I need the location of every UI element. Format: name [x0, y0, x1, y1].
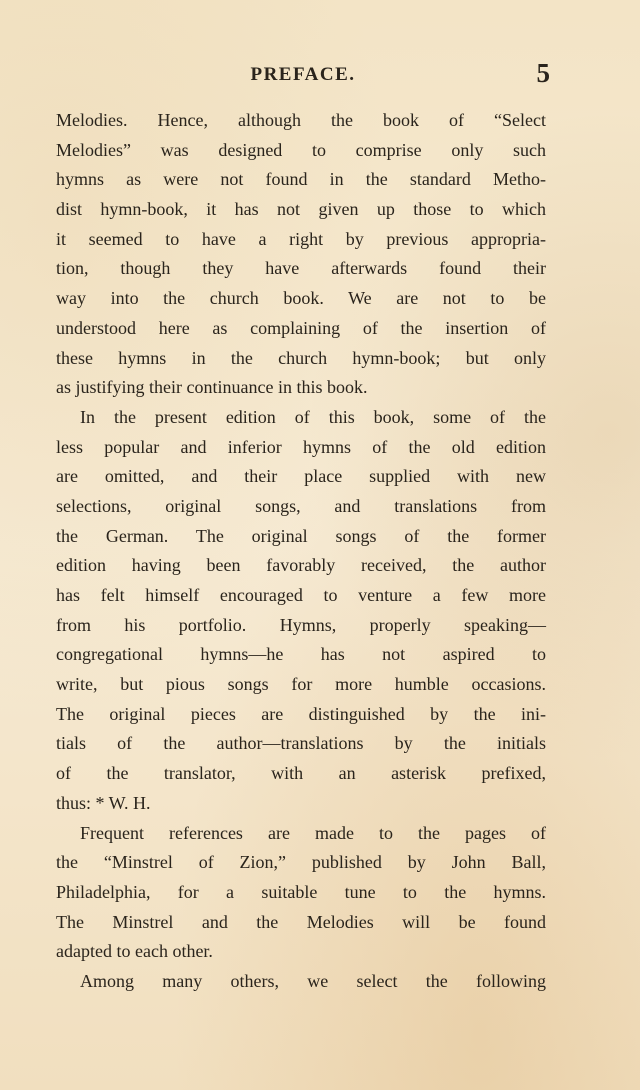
running-title: PREFACE.: [250, 64, 356, 85]
text-line: Melodies. Hence, although the book of “Select: [56, 110, 546, 130]
text-line: as justifying their continuance in this book.: [56, 377, 368, 398]
text-line: from his portfolio. Hymns, properly speaking—: [56, 614, 546, 635]
paragraph-4: [56, 967, 546, 997]
text-line: has felt himself encouraged to venture a few more: [56, 585, 546, 605]
paragraph-3: [56, 819, 546, 967]
text-line: these hymns in the church hymn-book; but only: [56, 347, 546, 368]
text-line: less popular and inferior hymns of the old edition: [56, 436, 546, 457]
paragraph-2: [56, 403, 546, 819]
text-line: the “Minstrel of Zion,” published by John Ball,: [56, 852, 546, 873]
text-line: tials of the author—translations by the initials: [56, 733, 546, 754]
text-line: Frequent references are made to the pages of: [80, 822, 546, 843]
text-line: In the present edition of this book, some of the: [80, 406, 546, 427]
text-line: of the translator, with an asterisk prefixed,: [56, 763, 546, 784]
text-line: Among many others, we select the following: [80, 970, 546, 991]
text-line: hymns as were not found in the standard Metho-: [56, 169, 546, 190]
text-line: edition having been favorably received, the author: [56, 555, 546, 576]
text-line: dist hymn-book, it has not given up those to which: [56, 199, 546, 220]
text-line: The original pieces are distinguished by the ini-: [56, 703, 546, 724]
text-line: way into the church book. We are not to be: [56, 288, 546, 309]
text-line: understood here as complaining of the insertion of: [56, 317, 546, 338]
text-line: adapted to each other.: [56, 941, 213, 962]
text-line: thus: * W. H.: [56, 792, 151, 813]
text-line: Melodies” was designed to comprise only such: [56, 139, 546, 160]
paragraph-1: [56, 106, 546, 403]
text-line: write, but pious songs for more humble occasions.: [56, 674, 546, 695]
body-text: [56, 106, 546, 997]
text-line: it seemed to have a right by previous appropria-: [56, 228, 546, 249]
running-header: [56, 58, 550, 94]
text-line: The Minstrel and the Melodies will be found: [56, 911, 546, 932]
text-line: selections, original songs, and translations from: [56, 495, 546, 516]
text-line: congregational hymns—he has not aspired to: [56, 644, 546, 665]
text-line: tion, though they have afterwards found their: [56, 258, 546, 279]
text-line: the German. The original songs of the former: [56, 525, 546, 546]
page-number: 5: [536, 58, 550, 88]
text-line: Philadelphia, for a suitable tune to the hymns.: [56, 881, 546, 902]
text-line: are omitted, and their place supplied with new: [56, 466, 546, 487]
